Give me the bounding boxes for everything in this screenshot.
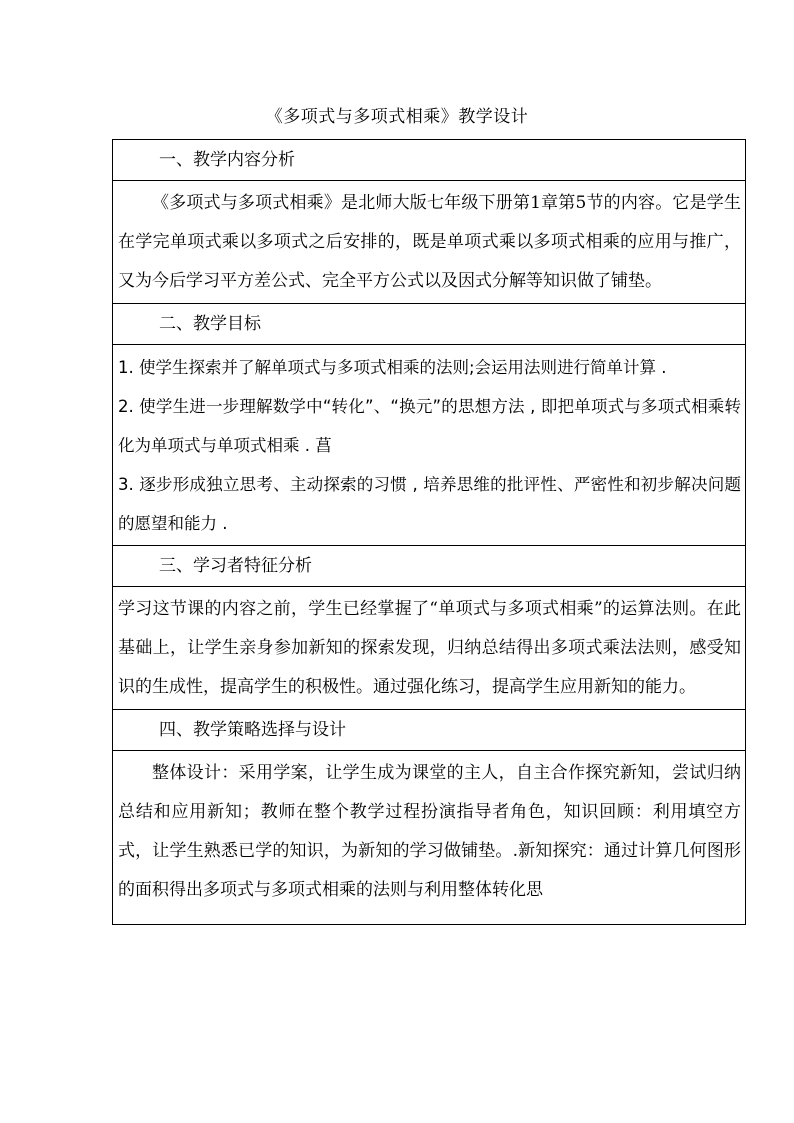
paragraph: 《多项式与多项式相乘》是北师大版七年级下册第1章第5节的内容。它是学生在学完单项式乘以多项式之后安排的，既是单项式乘以多项式相乘的应用与推广，又为今后学习平方差公式、完全平方公式以及因式分解等知识做了铺垫。 [118, 193, 741, 291]
section-body-row [113, 751, 746, 925]
objective-item: 1. 使学生探索并了解单项式与多项式相乘的法则;会运用法则进行简单计算 . [118, 358, 667, 377]
section-body-strategy [113, 751, 746, 925]
section-heading-objectives: 二、教学目标 [113, 304, 746, 345]
objective-item: 3. 逐步形成独立思考、主动探索的习惯 , 培养思维的批评性、严密性和初步解决问题的愿望和能力 . [118, 475, 741, 533]
section-body-row [113, 181, 746, 304]
paragraph: 学习这节课的内容之前，学生已经掌握了“单项式与多项式相乘”的运算法则。在此基础上，让学生亲身参加新知的探索发现，归纳总结得出多项式乘法法则，感受知识的生成性，提高学生的积极性。通过强化练习，提高学生应用新知的能力。 [118, 599, 741, 697]
document-title: 《多项式与多项式相乘》教学设计 [265, 107, 529, 127]
section-heading-row [113, 140, 746, 181]
objective-item: 2. 使学生进一步理解数学中“转化”、“换元”的思想方法 , 即把单项式与多项式相乘转化为单项式与单项式相乘 . 菖 [118, 397, 741, 455]
paragraph: 整体设计：采用学案，让学生成为课堂的主人，自主合作探究新知，尝试归纳总结和应用新知；教师在整个教学过程扮演指导者角色，知识回顾：利用填空方式，让学生熟悉已学的知识，为新知的学习做铺垫。.新知探究：通过计算几何图形的面积得出多项式与多项式相乘的法则与利用整体转化思 [118, 763, 741, 900]
section-body-learner-analysis [113, 587, 746, 710]
section-heading-content-analysis: 一、教学内容分析 [113, 140, 746, 181]
section-heading-row [113, 304, 746, 345]
lesson-plan-table [112, 139, 746, 925]
section-body-row [113, 345, 746, 546]
section-body-content-analysis [113, 181, 746, 304]
section-body-objectives [113, 345, 746, 546]
section-heading-row [113, 546, 746, 587]
section-heading-strategy: 四、教学策略选择与设计 [113, 710, 746, 751]
section-heading-learner-analysis: 三、学习者特征分析 [113, 546, 746, 587]
section-heading-row [113, 710, 746, 751]
section-body-row [113, 587, 746, 710]
